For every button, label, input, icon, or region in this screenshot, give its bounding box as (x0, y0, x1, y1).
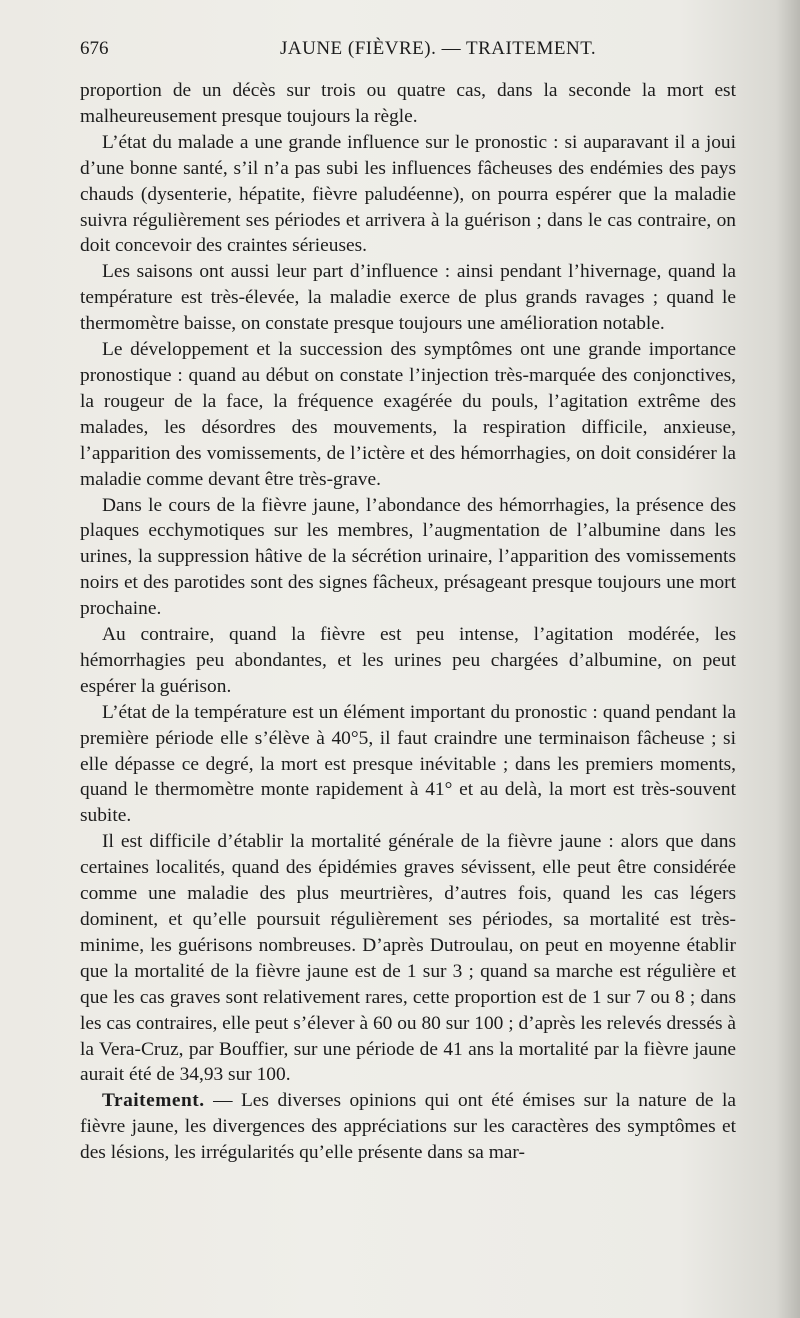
paragraph-4: Le développement et la succession des symptômes ont une grande importance pronostique : quand au début on constate l’injection très-marquée des conjonctives, la rougeur de la face, la fréquence exagérée du pouls, l’agitation extrême des malades, les désordres des mouvements, la respiration difficile, anxieuse, l’apparition des vomissements, de l’ictère et des hémorrhagies, on doit considérer la maladie comme devant être très-grave. (80, 339, 736, 490)
paragraph-1: proportion de un décès sur trois ou quatre cas, dans la seconde la mort est malheureusement presque toujours la règle. (80, 80, 736, 127)
paragraph-8: Il est difficile d’établir la mortalité générale de la fièvre jaune : alors que dans certaines localités, quand des épidémies graves sévissent, elle peut être considérée comme une maladie des plus meurtrières, d’autres fois, quand les cas légers dominent, et qu’elle poursuit régulièrement ses périodes, sa mortalité est très-minime, les guérisons nombreuses. D’après Dutroulau, on peut en moyenne établir que la mortalité de la fièvre jaune est de 1 sur 3 ; quand sa marche est régulière et que les cas graves sont relativement rares, cette proportion est de 1 sur 7 ou 8 ; dans les cas contraires, elle peut s’élever à 60 ou 80 sur 100 ; d’après les relevés dressés à la Vera-Cruz, par Bouffier, sur une période de 41 ans la mortalité par la fièvre jaune aurait été de 34,93 sur 100. (80, 831, 736, 1086)
paragraph-9-text: — Les diverses opinions qui ont été émises sur la nature de la fièvre jaune, les divergences des appréciations sur les caractères des symptômes et des lésions, les irrégularités qu’elle présente dans sa mar- (80, 1090, 736, 1164)
page-number: 676 (80, 38, 109, 59)
paragraph-2: L’état du malade a une grande influence sur le pronostic : si auparavant il a joui d’une bonne santé, s’il n’a pas subi les influences fâcheuses des endémies des pays chauds (dysenterie, hépatite, fièvre paludéenne), on pourra espérer que la maladie suivra régulièrement ses périodes et arrivera à la guérison ; dans le cas contraire, on doit concevoir des craintes sérieuses. (80, 131, 736, 257)
paragraph-5: Dans le cours de la fièvre jaune, l’abondance des hémorrhagies, la présence des plaques ecchymotiques sur les membres, l’augmentation de l’albumine dans les urines, la suppression hâtive de la sécrétion urinaire, l’apparition des vomissements noirs et des parotides sont des signes fâcheux, présageant presque toujours une mort prochaine. (80, 494, 736, 620)
paragraph-6: Au contraire, quand la fièvre est peu intense, l’agitation modérée, les hémorrhagies peu abondantes, et les urines peu chargées d’albumine, on peut espérer la guérison. (80, 624, 736, 697)
running-head (80, 38, 736, 68)
running-title: JAUNE (FIÈVRE). — TRAITEMENT. (280, 38, 597, 59)
body-text (80, 78, 736, 1166)
paragraph-3: Les saisons ont aussi leur part d’influence : ainsi pendant l’hivernage, quand la température est très-élevée, la maladie exerce de plus grands ravages ; quand le thermomètre baisse, on constate presque toujours une amélioration notable. (80, 261, 736, 335)
paragraph-7: L’état de la température est un élément important du pronostic : quand pendant la première période elle s’élève à 40°5, il faut craindre une terminaison fâcheuse ; si elle dépasse ce degré, la mort est presque inévitable ; dans les premiers moments, quand le thermomètre monte rapidement à 41° et au delà, la mort est très-souvent subite. (80, 701, 736, 827)
paragraph-9 (80, 1088, 736, 1166)
section-heading-traitement: Traitement. (102, 1090, 205, 1112)
